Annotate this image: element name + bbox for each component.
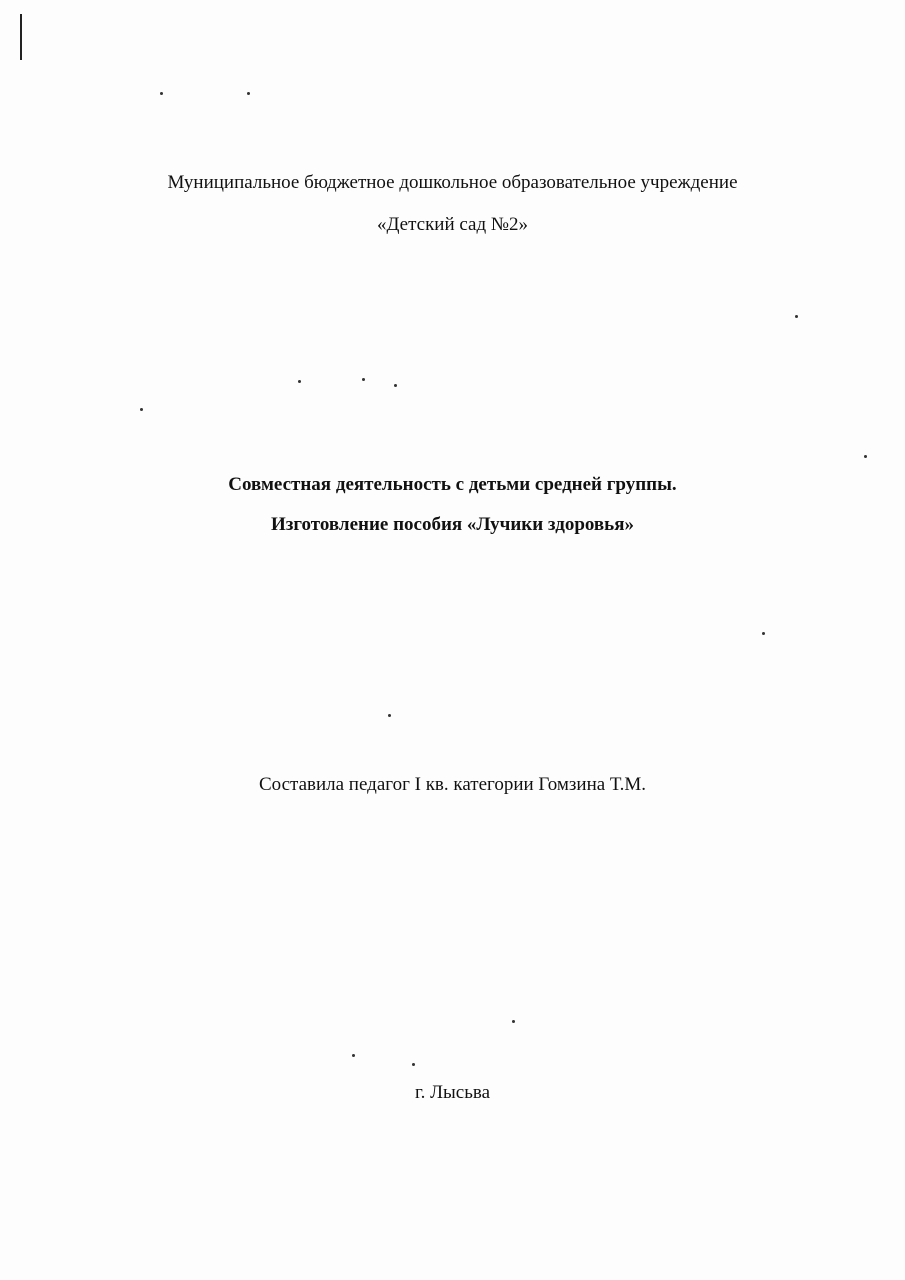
scan-speck [394, 384, 397, 387]
kindergarten-name: «Детский сад №2» [376, 214, 529, 235]
scan-speck [762, 632, 765, 635]
scan-speck [140, 408, 143, 411]
scan-speck [362, 378, 365, 381]
activity-title: Совместная деятельность с детьми средней группы. [228, 474, 677, 495]
scan-speck [412, 1063, 415, 1066]
city-name: г. Лысьва [414, 1082, 491, 1103]
scan-speck [247, 92, 250, 95]
scan-edge-mark [20, 14, 22, 60]
scan-speck [795, 315, 798, 318]
scan-speck [864, 455, 867, 458]
scan-speck [388, 714, 391, 717]
author-line: Составила педагог I кв. категории Гомзина Т.М. [258, 774, 647, 795]
scan-speck [298, 380, 301, 383]
scan-speck [512, 1020, 515, 1023]
scan-speck [352, 1054, 355, 1057]
scan-speck [160, 92, 163, 95]
institution-name: Муниципальное бюджетное дошкольное образовательное учреждение [167, 172, 738, 193]
manual-title: Изготовление пособия «Лучики здоровья» [270, 514, 635, 535]
